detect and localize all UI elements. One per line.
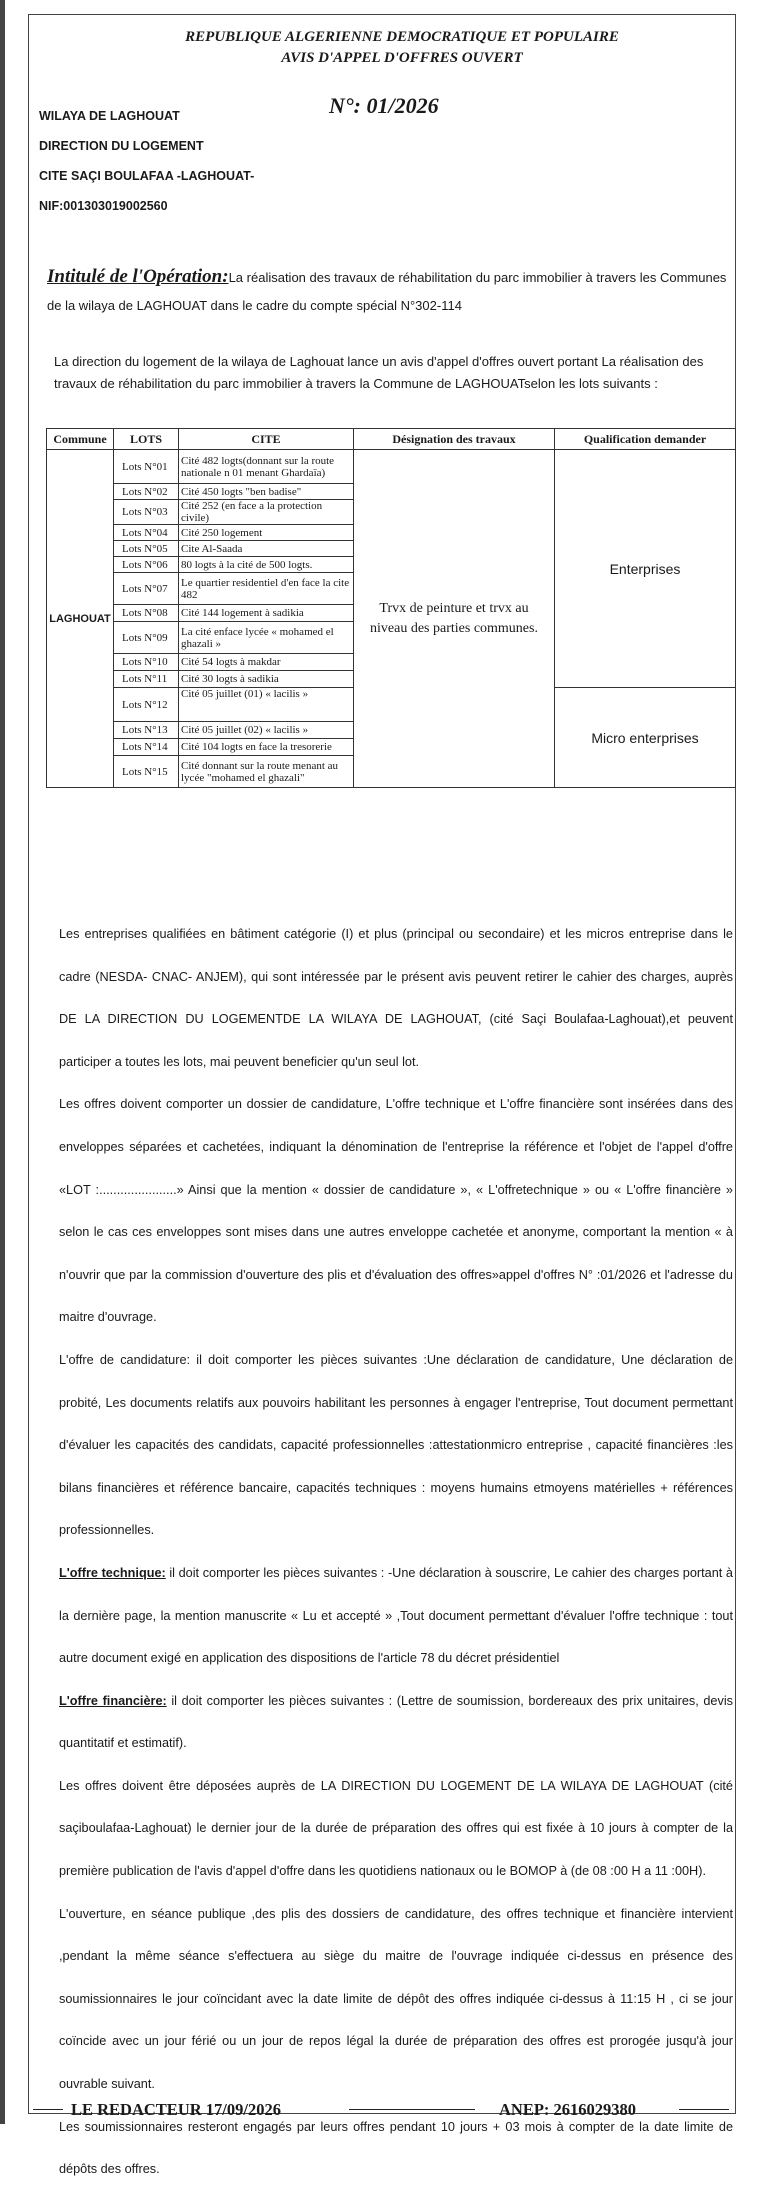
header-lots: LOTS bbox=[114, 429, 179, 450]
cite-cell: Cité 252 (en face a la protection civile) bbox=[179, 500, 354, 525]
lot-cell: Lots N°15 bbox=[114, 756, 179, 788]
cite-cell: Cité 54 logts à makdar bbox=[179, 654, 354, 671]
notice-number: N°: 01/2026 bbox=[329, 93, 439, 118]
lot-cell: Lots N°08 bbox=[114, 605, 179, 622]
lot-cell: Lots N°01 bbox=[114, 450, 179, 484]
binding-edge bbox=[0, 0, 5, 2124]
footer-rule-middle bbox=[349, 2109, 475, 2110]
cite-cell: 80 logts à la cité de 500 logts. bbox=[179, 557, 354, 573]
footer bbox=[29, 2095, 735, 2125]
issuer-wilaya: WILAYA DE LAGHOUAT bbox=[39, 109, 180, 123]
paragraph-eligibility: Les entreprises qualifiées en bâtiment catégorie (I) et plus (principal ou secondaire) et les micros entreprise dans le cadre (NESDA- CNAC- ANJEM), qui sont intéressée par le présent avis peuvent retirer le cahier des charges, auprès DE LA DIRECTION DU LOGEMENTDE LA WILAYA DE LAGHOUAT, (cité Saçi Boulafaa-Laghouat),et peuvent participer a toutes les lots, mai peuvent beneficier qu'un seul lot. bbox=[59, 927, 733, 1069]
cite-cell: Cité 104 logts en face la tresorerie bbox=[179, 739, 354, 756]
lot-cell: Lots N°14 bbox=[114, 739, 179, 756]
commune-cell: LAGHOUAT bbox=[47, 450, 114, 788]
lot-cell: Lots N°12 bbox=[114, 688, 179, 722]
paragraph-validity: Les soumissionnaires resteront engagés par leurs offres pendant 10 jours + 03 mois à compter de la date limite de dépôts des offres. bbox=[59, 2119, 733, 2177]
cite-cell: Cité 30 logts à sadikia bbox=[179, 671, 354, 688]
paragraph-opening: L'ouverture, en séance publique ,des plis des dossiers de candidature, des offres technique et financière intervient ,pendant la même séance s'effectuera au siège du maitre de l'ouvrage indiquée ci-dessus en présence des soumissionnaires le jour coïncidant avec la date limite de dépôt des offres indiquée ci-dessus à 11:15 H , ci se jour coïncide avec un jour férié ou un jour de repos légal la durée de préparation des offres est prorogée jusqu'à jour ouvrable suivant. bbox=[59, 1906, 733, 2092]
operation-label: Intitulé de l'Opération: bbox=[47, 266, 229, 287]
cite-cell: La cité enface lycée « mohamed el ghazali » bbox=[179, 622, 354, 654]
footer-rule-right bbox=[679, 2109, 729, 2110]
footer-rule-left bbox=[33, 2109, 63, 2110]
header-commune: Commune bbox=[47, 429, 114, 450]
lot-cell: Lots N°10 bbox=[114, 654, 179, 671]
cite-cell: Cité 05 juillet (01) « lacilis » bbox=[179, 688, 354, 722]
financial-offer-text: il doit comporter les pièces suivantes : (Lettre de soumission, bordereaux des prix unitaires, devis quantitatif et estimatif). bbox=[59, 1693, 733, 1751]
issuer-direction: DIRECTION DU LOGEMENT bbox=[39, 139, 204, 153]
designation-cell: Trvx de peinture et trvx au niveau des parties communes. bbox=[354, 450, 555, 788]
lot-cell: Lots N°05 bbox=[114, 541, 179, 557]
cite-cell: Cité 250 logement bbox=[179, 525, 354, 541]
redacteur-line: LE REDACTEUR 17/09/2026 bbox=[71, 2100, 281, 2119]
lot-cell: Lots N°03 bbox=[114, 500, 179, 525]
operation-title bbox=[47, 263, 727, 320]
paragraph-financial-offer bbox=[59, 1680, 733, 1765]
cite-cell: Cité 144 logement à sadikia bbox=[179, 605, 354, 622]
issuer-nif: NIF:001303019002560 bbox=[39, 199, 168, 213]
technical-offer-text: il doit comporter les pièces suivantes : -Une déclaration à souscrire, Le cahier des charges portant à la dernière page, la mention manuscrite « Lu et accepté » ,Tout document permettant d'évaluer l'offre technique : tout autre document exigé en application des dispositions de l'article 78 du décret présidentiel bbox=[59, 1565, 733, 1666]
lot-cell: Lots N°04 bbox=[114, 525, 179, 541]
cite-cell: Cité 450 logts "ben badise" bbox=[179, 484, 354, 500]
lot-cell: Lots N°02 bbox=[114, 484, 179, 500]
lot-cell: Lots N°11 bbox=[114, 671, 179, 688]
paragraph-candidature: L'offre de candidature: il doit comporter les pièces suivantes :Une déclaration de candidature, Une déclaration de probité, Les documents relatifs aux pouvoirs habilitant les personnes à engager l'entreprise, Tout document permettant d'évaluer les capacités des candidats, capacité professionnelles :attestationmicro entreprise , capacité financières :les bilans financières et référence bancaire, capacités techniques : moyens humains etmoyens matérielles + références professionnelles. bbox=[59, 1352, 733, 1538]
lot-cell: Lots N°09 bbox=[114, 622, 179, 654]
lot-cell: Lots N°07 bbox=[114, 573, 179, 605]
cite-cell: Cité donnant sur la route menant au lycée "mohamed el ghazali" bbox=[179, 756, 354, 788]
table-header-row bbox=[47, 429, 736, 450]
republic-heading: REPUBLIQUE ALGERIENNE DEMOCRATIQUE ET POPULAIRE bbox=[185, 29, 619, 45]
issuer-address: CITE SAÇI BOULAFAA -LAGHOUAT- bbox=[39, 169, 255, 183]
issuer-block bbox=[39, 101, 319, 221]
paragraph-deposit: Les offres doivent être déposées auprès de LA DIRECTION DU LOGEMENT DE LA WILAYA DE LAGHOUAT (cité saçiboulafaa-Laghouat) le dernier jour de la durée de préparation des offres qui est fixée à 10 jours à compter de la première publication de l'avis d'appel d'offre dans les quotidiens nationaux ou le BOMOP à (de 08 :00 H a 11 :00H). bbox=[59, 1778, 733, 1879]
lot-cell: Lots N°06 bbox=[114, 557, 179, 573]
financial-offer-label: L'offre financière: bbox=[59, 1693, 167, 1708]
cite-cell: Le quartier residentiel d'en face la cite 482 bbox=[179, 573, 354, 605]
cite-cell: Cité 05 juillet (02) « lacilis » bbox=[179, 722, 354, 739]
table-row bbox=[47, 450, 736, 484]
lot-cell: Lots N°13 bbox=[114, 722, 179, 739]
lots-table bbox=[46, 428, 736, 788]
header-cite: CITE bbox=[179, 429, 354, 450]
qualification-micro: Micro enterprises bbox=[555, 688, 736, 788]
cite-cell: Cite Al-Saada bbox=[179, 541, 354, 557]
header-qualification: Qualification demander bbox=[555, 429, 736, 450]
paragraph-technical-offer bbox=[59, 1552, 733, 1680]
intro-paragraph: La direction du logement de la wilaya de Laghouat lance un avis d'appel d'offres ouvert portant La réalisation des travaux de réhabilitation du parc immobilier à travers la Commune de LAGHOUATselon les lots suivants : bbox=[54, 354, 704, 391]
paragraph-envelopes: Les offres doivent comporter un dossier de candidature, L'offre technique et L'offre financière sont insérées dans des enveloppes séparées et cachetées, indiquant la dénomination de l'entreprise la référence et l'objet de l'appel d'offre «LOT :......................» Ainsi que la mention « dossier de candidature », « L'offretechnique » ou « L'offre financière » selon le cas ces enveloppes sont mises dans une autres enveloppe cachetée et anonyme, comportant la mention « à n'ouvrir que par la commission d'ouverture des plis et d'évaluation des offres»appel d'offres N° :01/2026 et l'adresse du maitre d'ouvrage. bbox=[59, 1097, 733, 1325]
anep-reference: ANEP: 2616029380 bbox=[499, 2100, 637, 2119]
notice-page bbox=[28, 14, 736, 2177]
notice-type-heading: AVIS D'APPEL D'OFFRES OUVERT bbox=[281, 50, 523, 66]
qualification-enterprises: Enterprises bbox=[555, 450, 736, 688]
cite-cell: Cité 482 logts(donnant sur la route nationale n 01 menant Ghardaïa) bbox=[179, 450, 354, 484]
conditions-body bbox=[59, 913, 733, 2191]
header-designation: Désignation des travaux bbox=[354, 429, 555, 450]
technical-offer-label: L'offre technique: bbox=[59, 1565, 166, 1580]
operation-text: La réalisation des travaux de réhabilitation du parc immobilier à travers les Communes de la wilaya de LAGHOUAT dans le cadre du compte spécial N°302-114 bbox=[47, 270, 727, 313]
